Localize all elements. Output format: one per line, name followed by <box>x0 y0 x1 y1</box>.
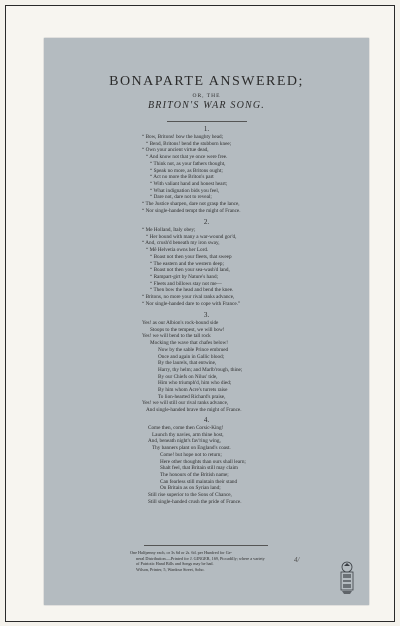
verse-line: Now by the sable Prince embrued <box>158 346 229 353</box>
verse-line: “ Bend, Britons! bend the stubborn knee; <box>146 140 232 147</box>
stanza-3 <box>142 320 242 414</box>
verse-line: “ Speak no more, as Britons ought; <box>150 167 223 174</box>
verse-line: “ Her bound with many a war-wound gor'd, <box>146 233 237 240</box>
subtitle-or: OR, THE <box>192 93 221 99</box>
stanza-number: 1. <box>203 125 210 133</box>
verse-line: “ Fleets and billows stay not me— <box>150 280 222 287</box>
verse-line: Come! but hope not to return; <box>160 451 222 458</box>
verse-line: “ Rampart-girt by Nature's hand; <box>150 273 219 280</box>
printer-line: Wilson, Printer, 5, Wardour Street, Soho. <box>136 566 205 572</box>
stanza-number: 4. <box>203 416 210 424</box>
library-stamp-icon <box>338 560 356 596</box>
verse-line: Thy banners plant on England's coast. <box>152 445 231 452</box>
verse-line: Still single-handed crush the pride of France. <box>148 498 242 505</box>
verse-line: “ Nor single-handed tempt the might of France. <box>142 207 241 214</box>
verse-line: “ Think not, as your fathers thought, <box>150 160 226 167</box>
verse-line: “ Act no more the Briton's part <box>150 174 214 181</box>
verse-line: Once and again in Gallic blood; <box>158 353 225 360</box>
title-divider <box>167 121 247 122</box>
verse-line: “ Mê Helvetia owns her Lord. <box>146 247 209 254</box>
verse-line: “ Bow, Britons! bow the haughty head; <box>142 134 224 140</box>
verse-line: Yes! as our Albion's rock-bound side <box>142 320 219 326</box>
verse-line: To lion-hearted Richard's praise, <box>158 393 226 400</box>
verse-line: “ Then bow the head and bend the knee. <box>150 287 234 294</box>
footer-divider <box>144 545 268 546</box>
stanza-1 <box>142 134 241 214</box>
verse-line: “ Me Holland, Italy obey; <box>142 227 196 233</box>
stanza-4 <box>148 425 246 505</box>
verse-line: “ Own your ancient virtue dead, <box>142 147 209 154</box>
verse-line: “ What indignation bids you feel, <box>150 187 220 194</box>
verse-line: “ With valiant hand and honest heart; <box>150 180 228 187</box>
verse-line: Harry, thy helm; and Marlb'rough, thine; <box>158 366 243 373</box>
imprint-line: of Patriotic Hand Bills and Songs may be had. <box>136 561 214 567</box>
verse-line: “ The eastern and the western deep; <box>150 260 224 267</box>
verse-line: By our Chiefs on Nilus' tide, <box>158 373 218 380</box>
verse-line: And, beneath night's fav'ring wing, <box>148 438 221 445</box>
verse-line: On Britain as on Syrian land; <box>160 485 221 492</box>
verse-line: “ The Justice sharpen, dare not grasp the lance, <box>142 201 240 208</box>
stanza-number: 3. <box>203 311 210 319</box>
stanza-number: 2. <box>203 218 210 226</box>
verse-line: “ And know not that ye once were free. <box>146 154 228 161</box>
broadside-sheet <box>44 38 369 605</box>
verse-line: Still rise superior to the Sons of Chance, <box>148 492 232 499</box>
page-title: BONAPARTE ANSWERED; <box>109 74 304 89</box>
verse-line: Him who triumph'd, him who died; <box>158 380 232 387</box>
verse-line: Launch thy navies, arm thine host, <box>152 431 224 438</box>
verse-line: Yes! we will bend to the tall rock <box>142 333 211 340</box>
verse-line: By the laurels, that entwine, <box>158 360 217 367</box>
verse-line: “ Nor single-handed dare to cope with France.” <box>142 300 241 307</box>
handwritten-annotation: 4/ <box>294 556 300 564</box>
verse-line: Yes! we will still our rival ranks advance, <box>142 400 229 407</box>
imprint-line: One Halfpenny each, or 3s 6d or 2s. 6d. per Hundred for Ge- <box>130 550 232 555</box>
verse-line: “ Boast not then your sea-wash'd land, <box>150 267 230 274</box>
imprint-line: neral Distribution.—Printed for J. GINGER, 169, Piccadilly; where a variety <box>136 555 265 561</box>
verse-line: “ Boast not then your fleets, that sweep <box>150 253 232 260</box>
stanza-2 <box>142 227 240 307</box>
verse-line: By him whom Acre's turrets raise <box>158 387 228 394</box>
verse-line: Stoops to the tempest, we will bow! <box>150 326 225 333</box>
imprint <box>130 550 330 572</box>
verse-line: Can fearless still maintain their stand <box>160 478 238 485</box>
verse-line: “ Dare not, dare not to reveal; <box>150 194 212 201</box>
mount-frame <box>5 5 395 622</box>
page-subtitle: BRITON'S WAR SONG. <box>147 100 266 111</box>
verse-line: “ And, crush'd beneath my iron sway, <box>142 240 220 247</box>
verse-line: And single-handed brave the might of France. <box>146 407 242 414</box>
verse-line: “ Britons, no more your rival ranks advance, <box>142 294 235 301</box>
verse-line: The honours of the British name; <box>160 471 229 478</box>
verse-line: Here other thoughts than ours shall learn; <box>160 458 246 465</box>
verse-line: Come then, come then Corsic-King! <box>148 425 224 431</box>
verse-line: Shalt feel, that Britain still may claim <box>160 465 238 472</box>
verse-line: Mocking the wave that chafes below! <box>150 340 228 347</box>
